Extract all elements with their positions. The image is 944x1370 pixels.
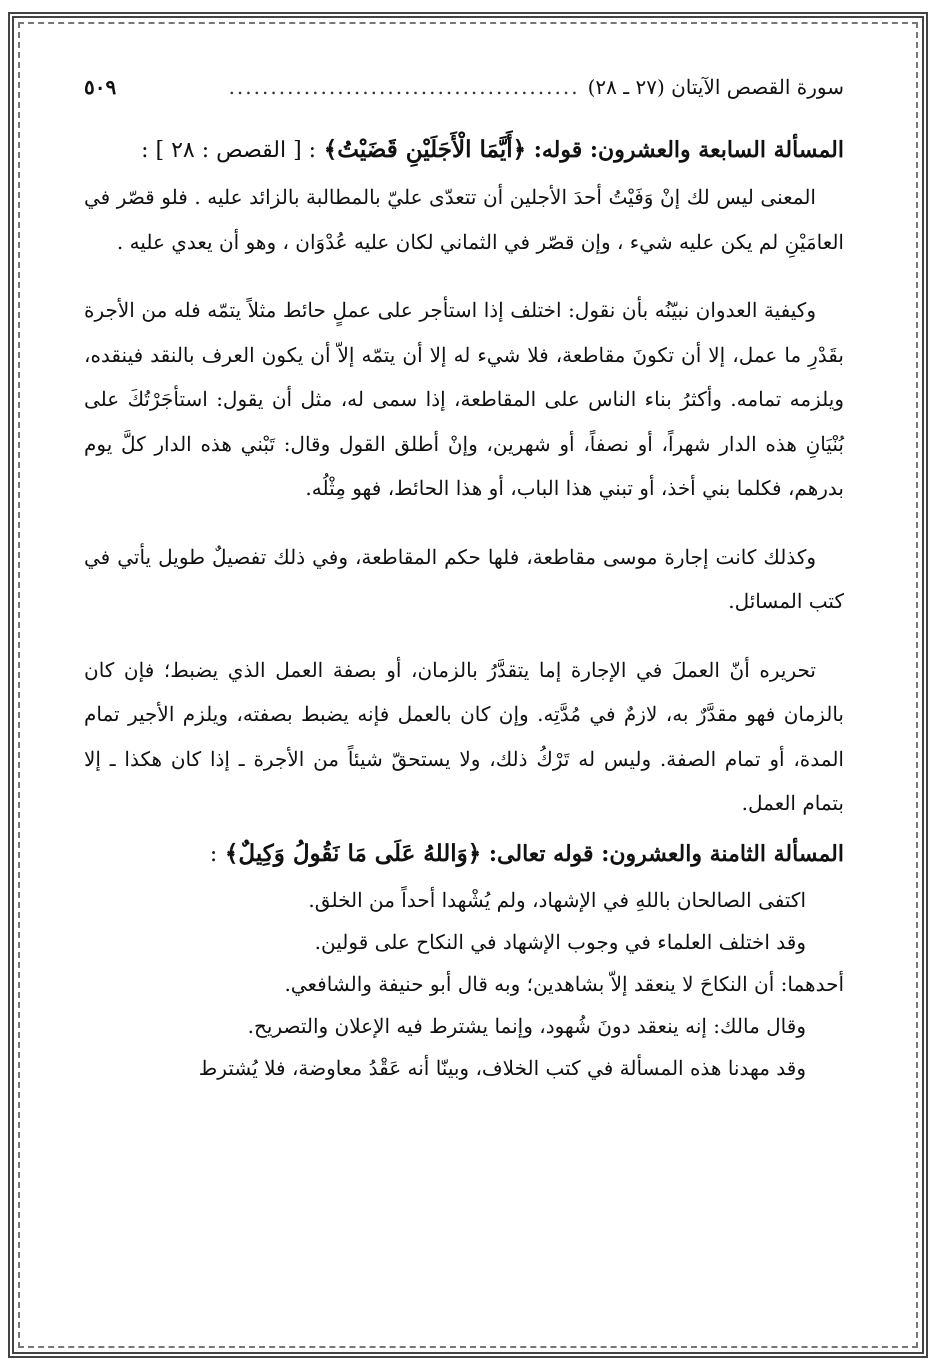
paragraph: وكذلك كانت إجارة موسى مقاطعة، فلها حكم المقاطعة، وفي ذلك تفصيلٌ طويل يأتي في كتب المسائل. xyxy=(84,544,844,613)
text-line: اكتفى الصالحان باللهِ في الإشهاد، ولم يُشْهدا أحداً من الخلق. xyxy=(308,887,806,912)
section-heading-27 xyxy=(84,130,844,171)
running-dots: .......................................... xyxy=(228,75,580,99)
text-line: وقد مهدنا هذه المسألة في كتب الخلاف، وبينّا أنه عَقْدُ معاوضة، فلا يُشترط xyxy=(198,1055,806,1080)
verse-reference: : [ القصص : ٢٨ ] : xyxy=(141,138,317,163)
paragraph: وكيفية العدوان نبيّنُه بأن نقول: اختلف إذا استأجر على عملٍ حائط مثلاً يتمّه فله من الأجرة بقَدْرِ ما عمل، إلا أن تكونَ مقاطعة، فلا شيء له إلا أن يتمّه إلاّ أن يكون العرف بالنقد فينقده، ويلزمه تمامه. وأكثرُ بناء الناس على المقاطعة، إذا سمى له، مثل أن يقول: استأجَرْتُكَ على بُنْيَانِ هذه الدار شهراً، أو نصفاً، أو شهرين، وإنْ أطلق القول وقال: تَبْني هذه الدار كلَّ يوم بدرهم، فكلما بني أخذ، أو تبني هذا الباب، أو هذا الحائط، فهو مِثْلُه. xyxy=(84,298,844,500)
section-heading-28 xyxy=(84,834,844,875)
running-header xyxy=(84,70,844,104)
paragraph: تحريره أنّ العملَ في الإجارة إما يتقدَّرُ بالزمان، أو بصفة العمل الذي يضبط؛ فإن كان بالزمان فهو مقدَّرٌ به، لازمٌ في مُدَّتِه. وإن كان بالعمل فإنه يضبط بصفته، ويلزم الأجير تمام المدة، أو تمام الصفة. وليس له تَرْكُ ذلك، ولا يستحقّ شيئاً من الأجرة ـ إذا كان هكذا ـ إلا بتمام العمل. xyxy=(84,657,844,815)
text-line: أحدهما: أن النكاحَ لا ينعقد إلاّ بشاهدين؛ وبه قال أبو حنيفة والشافعي. xyxy=(284,971,844,996)
section-heading-label: المسألة السابعة والعشرون: قوله: xyxy=(533,137,844,163)
quran-quote: ﴿وَاللهُ عَلَى مَا نَقُولُ وَكِيلٌ﴾ xyxy=(224,839,482,867)
page-content xyxy=(84,70,844,1089)
page-number: ٥٠٩ xyxy=(84,75,117,99)
text-line: وقد اختلف العلماء في وجوب الإشهاد في النكاح على قولين. xyxy=(314,929,806,954)
running-title: سورة القصص الآيتان (٢٧ ـ ٢٨) xyxy=(587,75,844,99)
quran-quote: ﴿أَيَّمَا الْأَجَلَيْنِ قَضَيْتُ﴾ xyxy=(323,136,527,163)
paragraph: المعنى ليس لك إنْ وَفَيْتُ أحدَ الأجلين أن تتعدّى عليّ بالمطالبة بالزائد عليه . فلو قصّر في العامَيْنِ لم يكن عليه شيء ، وإن قصّر في الثماني لكان عليه عُدْوَان ، وهو أن يعدي عليه . xyxy=(84,185,844,254)
section-heading-label: المسألة الثامنة والعشرون: قوله تعالى: xyxy=(488,840,844,867)
heading-colon: : xyxy=(209,841,218,867)
text-line: وقال مالك: إنه ينعقد دونَ شُهود، وإنما يشترط فيه الإعلان والتصريح. xyxy=(247,1013,806,1038)
